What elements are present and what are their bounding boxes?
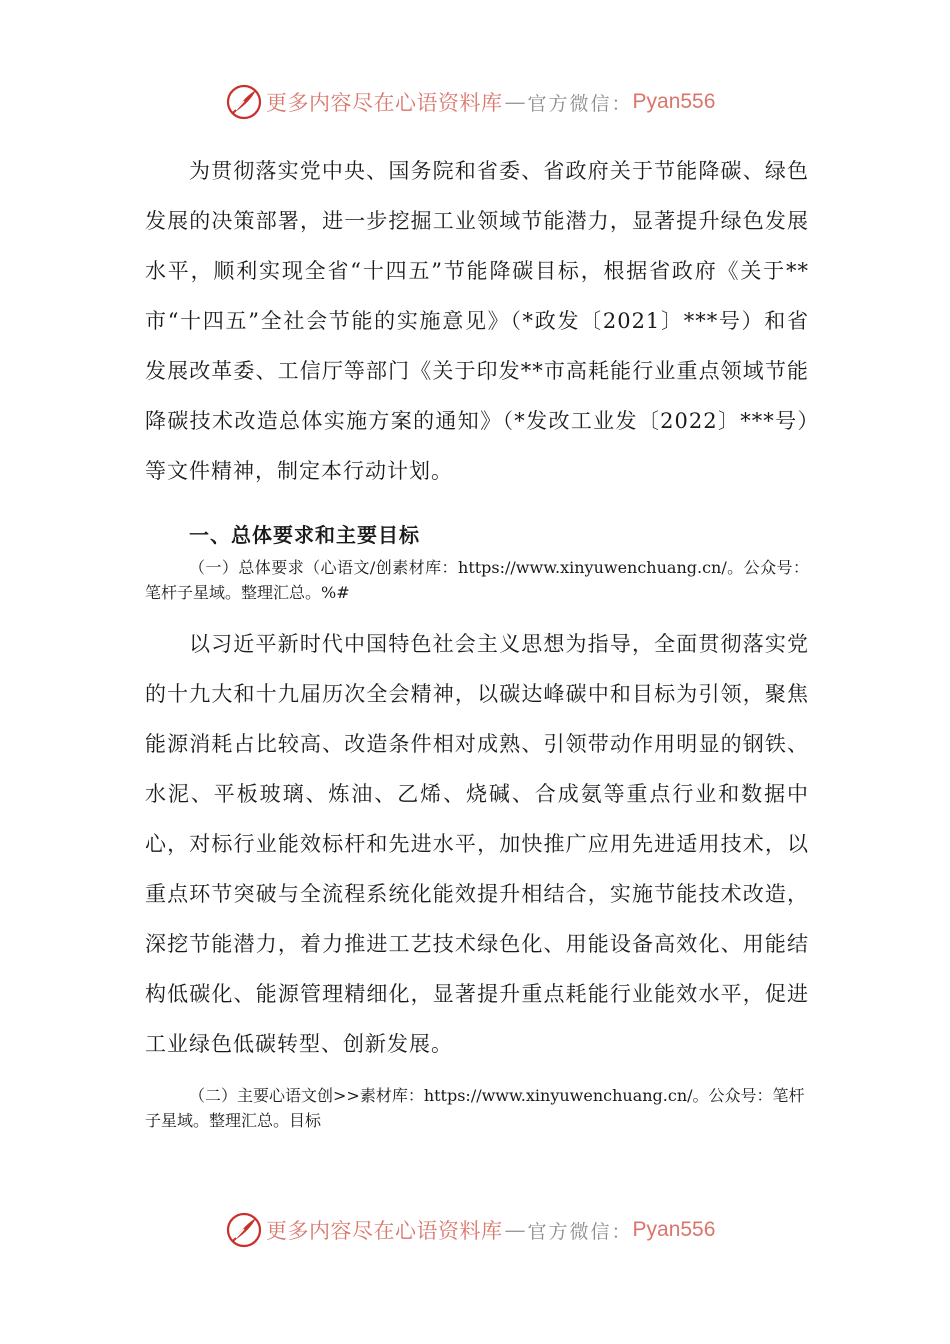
watermark-separator: — [504,90,526,114]
intro-paragraph: 为贯彻落实党中央、国务院和省委、省政府关于节能降碳、绿色发展的决策部署，进一步挖掘工业领域节能潜力，显著提升绿色发展水平，顺利实现全省“十四五”节能降碳目标，根据省政府《关于**市“十四五”全社会节能的实施意见》（*政发〔2021〕***号）和省发展改革委、工信厅等部门《关于印发**市高耗能行业重点领域节能降碳技术改造总体实施方案的通知》（*发改工业发〔2022〕***号）等文件精神，制定本行动计划。 [145,159,809,483]
watermark-wechat-id: Pyan556 [632,1218,716,1241]
watermark-official-label: 官方微信： [527,1220,633,1243]
subsection-1-label: （一）总体要求（心语文/创素材库： [189,558,459,577]
feather-pen-logo-icon [226,84,262,120]
subsection-2-heading: （二）主要心语文创>>素材库：https://www.xinyuwenchuang.cn/。公众号：笔杆子星域。整理汇总。目标 [145,1086,805,1130]
subsection-1-url: https://www.xinyuwenchuang.cn/。公众号：笔杆子星域。整理汇总。%# [145,558,809,602]
watermark-separator: — [504,1218,526,1242]
main-paragraph: 以习近平新时代中国特色社会主义思想为指导，全面贯彻落实党的十九大和十九届历次全会精神，以碳达峰碳中和目标为引领，聚焦能源消耗占比较高、改造条件相对成熟、引领带动作用明显的钢铁、水泥、平板玻璃、炼油、乙烯、烧碱、合成氨等重点行业和数据中心，对标行业能效标杆和先进水平，加快推广应用先进适用技术，以重点环节突破与全流程系统化能效提升相结合，实施节能技术改造，深挖节能潜力，着力推进工艺技术绿色化、用能设备高效化、用能结构低碳化、能源管理精细化，显著提升重点耗能行业能效水平，促进工业绿色低碳转型、创新发展。 [145,632,809,1056]
watermark-wechat-id: Pyan556 [632,90,716,113]
watermark-official-label: 官方微信： [527,92,633,115]
document-body [145,146,809,1133]
watermark-slogan: 更多内容尽在心语资料库 [266,1219,503,1243]
header-watermark [226,82,746,122]
section-heading: 一、总体要求和主要目标 [189,523,420,547]
footer-watermark [226,1210,746,1250]
feather-pen-logo-icon [226,1212,262,1248]
subsection-1-heading [145,555,809,605]
watermark-slogan: 更多内容尽在心语资料库 [266,91,503,115]
